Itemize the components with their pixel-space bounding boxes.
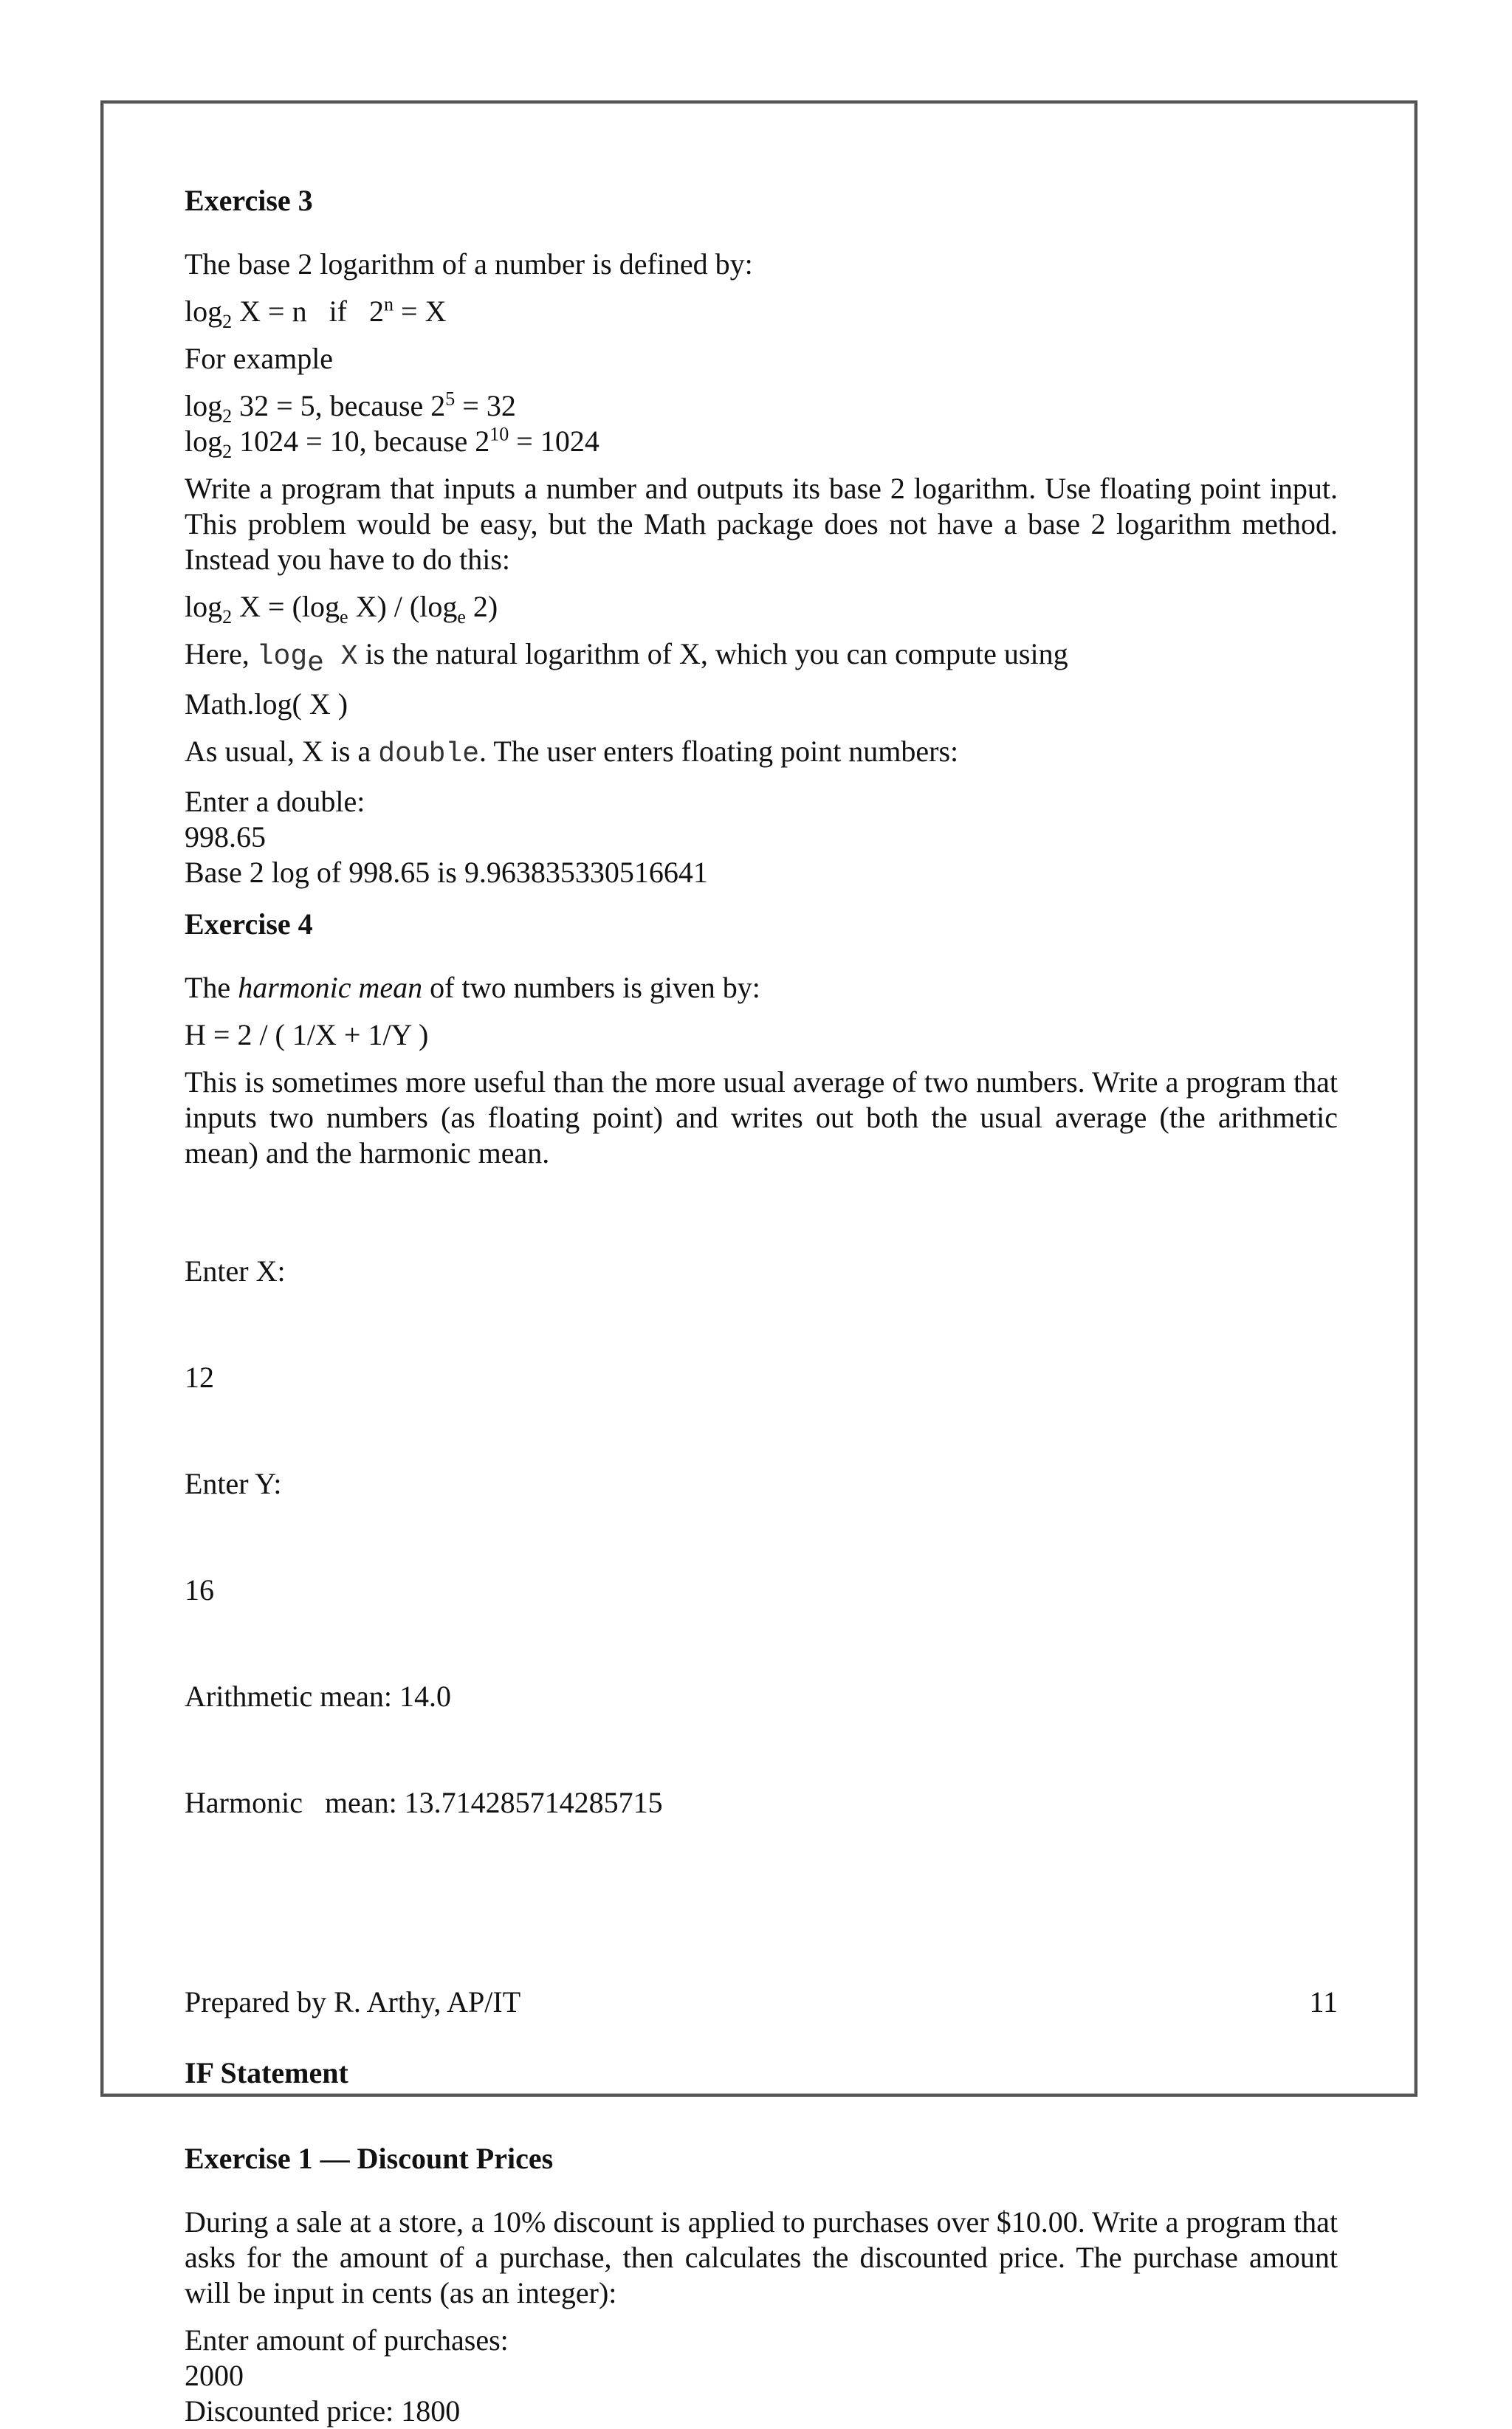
- for-example-label: For example: [185, 342, 334, 375]
- footer-author: Prepared by R. Arthy, AP/IT: [185, 1985, 521, 2019]
- page-number: 11: [1309, 1985, 1338, 2019]
- discount-sample-io: [185, 2323, 1338, 2429]
- log-example-1024: $\log_2 1024 = 10$, because $2^{10} = 1024$: [185, 423, 599, 462]
- exercise-3-heading: Exercise 3: [185, 184, 313, 217]
- exercise-3-intro: The base 2 logarithm of a number is defined by:: [185, 247, 753, 281]
- io-line: 16: [185, 1573, 214, 1607]
- if-statement-heading: IF Statement: [185, 2056, 348, 2089]
- io-line: Discounted price: 1800: [185, 2394, 461, 2428]
- io-line: 12: [185, 1361, 214, 1394]
- io-line: Enter Y:: [185, 1467, 282, 1500]
- io-line: 998.65: [185, 820, 266, 853]
- exercise-4-heading: Exercise 4: [185, 907, 313, 941]
- io-line: Enter X:: [185, 1254, 286, 1288]
- log2-definition: $\log_2 X = n$ if $2^n = X$: [185, 293, 447, 332]
- exercise-3-sample-io: [185, 784, 1338, 890]
- exercise-3-instructions: Write a program that inputs a number and outputs its base 2 logarithm. Use floating point input. This problem would be easy, but the Math package does not have a base 2 logarithm method. Instead you have to do this:: [185, 472, 1338, 576]
- exercise-4-instructions: This is sometimes more useful than the more usual average of two numbers. Write a program that inputs two numbers (as floating point) and writes out both the usual average (the arithmetic mean) and the harmonic mean.: [185, 1065, 1338, 1169]
- exercise-4-intro: The harmonic mean of two numbers is given by:: [185, 971, 760, 1004]
- io-line: Enter amount of purchases:: [185, 2323, 509, 2357]
- harmonic-mean-formula: H = 2 / ( 1/X + 1/Y ): [185, 1018, 429, 1051]
- discount-instructions: During a sale at a store, a 10% discount is applied to purchases over $10.00. Write a program that asks for the amount of a purchase, then calculates the discounted price. The purchase amount will be input in cents (as an integer):: [185, 2205, 1338, 2309]
- document-body: [185, 183, 1338, 2429]
- math-log-call: Math.log( X ): [185, 687, 348, 721]
- page-footer: [185, 1985, 1338, 2020]
- natural-log-note: Here, $\log_e X$ is the natural logarithm of X, which you can compute using: [185, 637, 1068, 679]
- double-type-note: As usual, X is a double. The user enters floating point numbers:: [185, 735, 959, 770]
- io-line: Harmonic mean: 13.714285714285715: [185, 1786, 663, 1819]
- io-line: Arithmetic mean: 14.0: [185, 1680, 452, 1713]
- io-line: Enter a double:: [185, 785, 365, 818]
- discount-exercise-heading: Exercise 1 — Discount Prices: [185, 2142, 554, 2175]
- io-line: 2000: [185, 2359, 244, 2392]
- exercise-4-sample-io: [185, 1183, 1338, 1892]
- log-example-32: $\log_2 32 = 5$, because $2^5 = 32$: [185, 388, 516, 427]
- log-conversion-formula: $\log_2 X = (\log_e$ $X) / (\log_e$ 2): [185, 590, 498, 628]
- io-line: Base 2 log of 998.65 is 9.963835330516641: [185, 856, 708, 889]
